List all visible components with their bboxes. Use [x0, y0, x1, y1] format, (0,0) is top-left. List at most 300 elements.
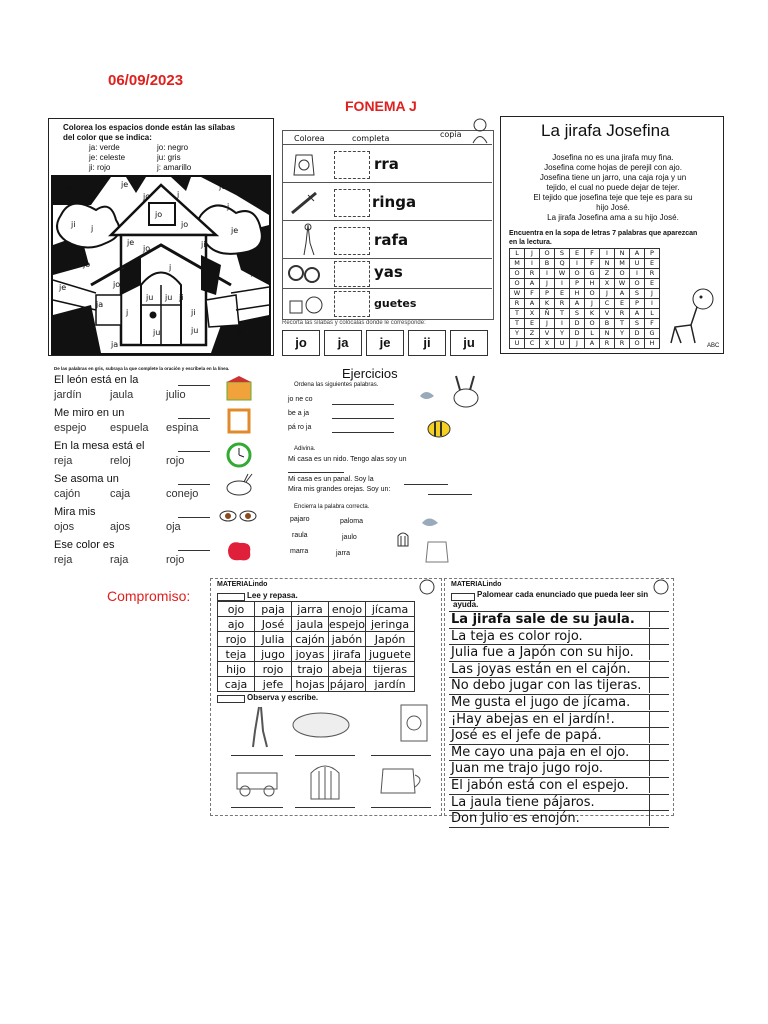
- cage-icon: [307, 759, 343, 801]
- header-colorea: Colorea: [294, 134, 325, 143]
- letter-cell[interactable]: R: [600, 339, 615, 349]
- letter-cell[interactable]: X: [525, 309, 540, 319]
- sentence: La jaula tiene pájaros.: [451, 794, 595, 810]
- letter-cell[interactable]: I: [555, 319, 570, 329]
- syllable: ju: [191, 326, 199, 335]
- pencil-icon: [217, 695, 245, 703]
- answer-line[interactable]: [178, 451, 210, 452]
- lee-word-grid: [217, 601, 415, 692]
- word-cell: jirafa: [329, 647, 366, 662]
- letter-cell[interactable]: V: [540, 329, 555, 339]
- word-option[interactable]: raja: [110, 554, 129, 566]
- letter-cell[interactable]: D: [570, 329, 585, 339]
- ordena-item: jo ne co: [288, 396, 313, 403]
- letter-cell[interactable]: Q: [555, 259, 570, 269]
- answer-line[interactable]: [371, 755, 431, 756]
- word-cell: hijo: [218, 662, 255, 677]
- syllable: jo: [83, 260, 91, 269]
- sentence-row: [449, 778, 669, 795]
- color-key: ji: rojo: [89, 163, 111, 172]
- letter-cell[interactable]: S: [630, 289, 645, 299]
- syllable: je: [251, 268, 259, 277]
- letter-cell[interactable]: W: [555, 269, 570, 279]
- syllable: jo: [155, 210, 163, 219]
- letter-cell[interactable]: G: [585, 269, 600, 279]
- ending: guetes: [374, 297, 417, 310]
- word-cell: teja: [218, 647, 255, 662]
- word-option[interactable]: rojo: [166, 554, 185, 566]
- sentence: Me gusta el jugo de jícama.: [451, 694, 631, 710]
- letter-cell[interactable]: J: [645, 289, 660, 299]
- toy-car-icon: [231, 763, 283, 799]
- letter-cell[interactable]: M: [510, 259, 525, 269]
- cage-icon: [224, 376, 254, 402]
- check-box[interactable]: [649, 761, 668, 776]
- letter-cell[interactable]: P: [645, 249, 660, 259]
- syllable: ji: [71, 220, 76, 229]
- letter-cell[interactable]: C: [600, 299, 615, 309]
- row-joyas: [282, 258, 492, 289]
- sentence-row: [449, 811, 669, 828]
- sentence: Me miro en un: [54, 407, 125, 419]
- syllable: je: [219, 182, 227, 191]
- student-icon: [470, 118, 490, 144]
- syllable: j: [91, 224, 94, 233]
- answer-line[interactable]: [178, 484, 210, 485]
- letter-cell[interactable]: D: [630, 329, 645, 339]
- word-cell: jefe: [255, 677, 292, 692]
- letter-cell[interactable]: U: [555, 339, 570, 349]
- letter-cell[interactable]: R: [510, 299, 525, 309]
- letter-cell[interactable]: Z: [525, 329, 540, 339]
- letter-cell[interactable]: W: [510, 289, 525, 299]
- color-key-right: [157, 143, 191, 173]
- syllable: ja: [236, 328, 244, 337]
- blank-box[interactable]: [334, 227, 370, 255]
- sentence-row: [449, 645, 669, 662]
- word-cell: enojo: [329, 602, 366, 617]
- answer-line[interactable]: [178, 517, 210, 518]
- compromiso-label: Compromiso:: [107, 588, 191, 604]
- sentence: Las joyas están en el cajón.: [451, 661, 631, 677]
- rabbit-icon: [222, 472, 256, 498]
- letter-cell[interactable]: H: [585, 279, 600, 289]
- syllable: je: [127, 238, 135, 247]
- color-key: je: celeste: [89, 153, 126, 162]
- ejercicios-worksheet: [270, 364, 494, 572]
- letter-cell[interactable]: R: [525, 269, 540, 279]
- word-cell: trajo: [292, 662, 329, 677]
- check-box[interactable]: [649, 795, 668, 810]
- letter-cell[interactable]: S: [555, 249, 570, 259]
- syllable: jo: [113, 280, 121, 289]
- ending: rafa: [374, 231, 409, 249]
- letter-cell[interactable]: X: [600, 279, 615, 289]
- blank-box[interactable]: [334, 291, 370, 317]
- letter-cell[interactable]: F: [645, 319, 660, 329]
- letter-cell[interactable]: O: [615, 269, 630, 279]
- letter-cell[interactable]: M: [615, 259, 630, 269]
- letter-cell[interactable]: A: [525, 299, 540, 309]
- jug-icon: [290, 149, 320, 179]
- syllable: ji: [179, 293, 184, 302]
- letter-cell[interactable]: E: [555, 289, 570, 299]
- letter-cell[interactable]: I: [540, 269, 555, 279]
- letter-cell[interactable]: O: [540, 249, 555, 259]
- sentence: En la mesa está el: [54, 440, 145, 452]
- syllable: ju: [165, 293, 173, 302]
- letter-cell[interactable]: I: [600, 249, 615, 259]
- jug-icon: [373, 763, 429, 797]
- completa-worksheet: [280, 118, 494, 356]
- letter-cell[interactable]: Ñ: [540, 309, 555, 319]
- toys-icon: [286, 291, 326, 317]
- palomear-worksheet: [444, 578, 674, 827]
- word-cell: joyas: [292, 647, 329, 662]
- check-box[interactable]: [649, 678, 668, 693]
- letter-cell[interactable]: E: [645, 259, 660, 269]
- letter-cell[interactable]: E: [615, 299, 630, 309]
- check-box[interactable]: [649, 811, 668, 826]
- cage-icon: [396, 530, 410, 548]
- word-option[interactable]: reja: [54, 554, 73, 566]
- word-cell: ajo: [218, 617, 255, 632]
- letter-cell[interactable]: N: [615, 249, 630, 259]
- letter-cell[interactable]: I: [630, 269, 645, 279]
- jirafa-story: [505, 153, 721, 223]
- letter-cell[interactable]: F: [585, 249, 600, 259]
- letter-cell[interactable]: K: [585, 309, 600, 319]
- blank-box[interactable]: [334, 151, 370, 179]
- letter-cell[interactable]: J: [570, 339, 585, 349]
- word-option[interactable]: espuela: [110, 422, 149, 434]
- sentence-row: [449, 678, 669, 695]
- blank-box[interactable]: [334, 261, 370, 287]
- word-cell: caja: [218, 677, 255, 692]
- syllable: ja: [111, 340, 119, 349]
- riddle: Mira mis grandes orejas. Soy un:: [288, 486, 391, 493]
- word-cell: jardín: [366, 677, 415, 692]
- letter-cell[interactable]: R: [615, 309, 630, 319]
- letter-cell[interactable]: U: [630, 259, 645, 269]
- letter-cell[interactable]: O: [630, 279, 645, 289]
- answer-line[interactable]: [332, 432, 394, 433]
- letter-cell[interactable]: K: [540, 299, 555, 309]
- letter-cell[interactable]: F: [525, 289, 540, 299]
- letter-cell[interactable]: Y: [615, 329, 630, 339]
- check-box[interactable]: [649, 712, 668, 727]
- letter-cell[interactable]: A: [615, 289, 630, 299]
- encierra-label: Encierra la palabra correcta.: [294, 504, 370, 510]
- sentence: El jabón está con el espejo.: [451, 777, 629, 793]
- answer-line[interactable]: [404, 484, 448, 485]
- answer-line[interactable]: [428, 494, 472, 495]
- answer-line[interactable]: [231, 755, 283, 756]
- letter-cell[interactable]: J: [525, 249, 540, 259]
- answer-line[interactable]: [371, 807, 431, 808]
- instruction-line: del color que se indica:: [63, 133, 152, 142]
- letter-cell[interactable]: T: [555, 309, 570, 319]
- colorea-instruction: [63, 123, 235, 143]
- word-cell: José: [255, 617, 292, 632]
- bird-icon: [418, 388, 436, 402]
- syllable: ju: [153, 328, 161, 337]
- completa-footer: Recorta las sílabas y colócalas donde le corresponde:: [282, 320, 426, 326]
- letter-cell[interactable]: J: [540, 319, 555, 329]
- brand-logo: MATERIALindo: [217, 581, 268, 588]
- color-key: ju: gris: [157, 153, 181, 162]
- word-cell: cajón: [292, 632, 329, 647]
- letter-cell[interactable]: A: [585, 339, 600, 349]
- letter-cell[interactable]: E: [645, 279, 660, 289]
- answer-line[interactable]: [332, 418, 394, 419]
- check-box[interactable]: [649, 778, 668, 793]
- letter-cell[interactable]: F: [585, 259, 600, 269]
- word-cell: paja: [255, 602, 292, 617]
- letter-cell[interactable]: T: [510, 319, 525, 329]
- letter-cell[interactable]: A: [630, 249, 645, 259]
- letter-cell[interactable]: E: [570, 249, 585, 259]
- ordena-item: be a ja: [288, 410, 310, 417]
- letter-cell[interactable]: B: [600, 319, 615, 329]
- letter-cell[interactable]: S: [630, 319, 645, 329]
- word-option[interactable]: jaulo: [342, 534, 357, 541]
- letter-cell[interactable]: T: [615, 319, 630, 329]
- letter-cell[interactable]: X: [540, 339, 555, 349]
- lee-title: Lee y repasa.: [247, 591, 298, 600]
- letter-cell[interactable]: W: [615, 279, 630, 289]
- letter-cell[interactable]: O: [570, 269, 585, 279]
- word-cell: jabón: [329, 632, 366, 647]
- ending: rra: [374, 155, 399, 173]
- sentence: El león está en la: [54, 374, 139, 386]
- sentence: Mira mis: [54, 506, 96, 518]
- word-option[interactable]: ojos: [54, 521, 75, 533]
- ordena-item: pá ro ja: [288, 424, 312, 431]
- letter-cell[interactable]: G: [645, 329, 660, 339]
- word-cell: hojas: [292, 677, 329, 692]
- sentence-row: [449, 795, 669, 812]
- word-option[interactable]: espejo: [54, 422, 87, 434]
- letter-cell[interactable]: P: [570, 279, 585, 289]
- word-cell: espejo: [329, 617, 366, 631]
- story-line: El tejido que josefina teje que teje es para su: [533, 193, 693, 202]
- word-cell: pájaro: [329, 677, 365, 691]
- syllable-card[interactable]: ji: [408, 330, 446, 356]
- answer-line[interactable]: [178, 418, 210, 419]
- word-cell: juguete: [366, 647, 415, 662]
- sentence: Juan me trajo jugo rojo.: [451, 761, 603, 777]
- syllable: j: [227, 202, 230, 211]
- answer-line[interactable]: [288, 472, 344, 473]
- letter-cell[interactable]: H: [645, 339, 660, 349]
- check-box[interactable]: [649, 745, 668, 760]
- letter-cell[interactable]: L: [645, 309, 660, 319]
- syllable-card[interactable]: ju: [450, 330, 488, 356]
- sentence: ¡Hay abejas en el jardín!.: [451, 711, 615, 727]
- letter-cell[interactable]: B: [540, 259, 555, 269]
- syllable: jo: [143, 192, 151, 201]
- letter-cell[interactable]: A: [525, 279, 540, 289]
- answer-line[interactable]: [332, 404, 394, 405]
- clock-icon: [224, 440, 254, 468]
- abc-label: ABC: [707, 343, 720, 349]
- letter-cell[interactable]: U: [510, 339, 525, 349]
- letter-cell[interactable]: O: [510, 269, 525, 279]
- face-icon: [651, 579, 671, 595]
- word-option[interactable]: raula: [292, 532, 308, 539]
- color-key-left: [89, 143, 125, 173]
- letter-cell[interactable]: N: [600, 259, 615, 269]
- word-option[interactable]: espina: [166, 422, 199, 434]
- story-line: Josefina tiene un jarro, una caja roja y un: [539, 173, 687, 182]
- word-option[interactable]: reloj: [110, 455, 131, 467]
- letter-cell[interactable]: Y: [555, 329, 570, 339]
- jirafa-worksheet: [500, 116, 724, 354]
- color-key: j: amarillo: [157, 163, 192, 172]
- syllable-card[interactable]: ja: [324, 330, 362, 356]
- story-line: hijo José.: [596, 203, 630, 212]
- word-option[interactable]: conejo: [166, 488, 199, 500]
- row-jirafa: [282, 220, 492, 259]
- check-box[interactable]: [649, 728, 668, 743]
- word-cell: ojo: [218, 602, 255, 617]
- letter-cell[interactable]: P: [540, 289, 555, 299]
- word-option[interactable]: jardín: [54, 389, 82, 401]
- word-option[interactable]: julio: [166, 389, 186, 401]
- instruction-line: Colorea los espacios donde están las sílabas: [63, 123, 236, 132]
- answer-line[interactable]: [295, 755, 355, 756]
- letter-cell[interactable]: I: [645, 299, 660, 309]
- word-option[interactable]: oja: [166, 521, 181, 533]
- ending: ringa: [372, 193, 417, 211]
- word-option[interactable]: caja: [110, 488, 131, 500]
- letter-cell[interactable]: R: [555, 299, 570, 309]
- syllable: je: [65, 183, 73, 192]
- row-jeringa: [282, 182, 492, 221]
- sentence: José es el jefe de papá.: [451, 728, 602, 744]
- word-option[interactable]: marra: [290, 548, 309, 555]
- letter-cell[interactable]: I: [555, 279, 570, 289]
- letter-cell[interactable]: A: [570, 299, 585, 309]
- word-option[interactable]: cajón: [54, 488, 81, 500]
- letter-cell[interactable]: I: [525, 259, 540, 269]
- letter-cell[interactable]: I: [570, 259, 585, 269]
- letter-cell[interactable]: Y: [510, 329, 525, 339]
- syringe-icon: [288, 189, 322, 217]
- letter-cell[interactable]: N: [600, 329, 615, 339]
- story-line: La jirafa Josefina ama a su hijo José.: [547, 213, 679, 222]
- answer-line[interactable]: [178, 385, 210, 386]
- ejercicios-title: Ejercicios: [342, 366, 398, 381]
- word-option[interactable]: pajaro: [290, 516, 310, 523]
- check-box[interactable]: [649, 662, 668, 677]
- word-option[interactable]: paloma: [340, 518, 363, 525]
- giraffe-illustration: [661, 285, 721, 349]
- letter-cell[interactable]: D: [570, 319, 585, 329]
- check-box[interactable]: [649, 612, 668, 627]
- answer-line[interactable]: [295, 807, 355, 808]
- date: 06/09/2023: [108, 72, 184, 89]
- letter-cell[interactable]: O: [630, 339, 645, 349]
- syllable: ji: [201, 240, 206, 249]
- syllable: je: [59, 283, 67, 292]
- syllable: je: [231, 226, 239, 235]
- letter-cell[interactable]: J: [540, 279, 555, 289]
- letter-cell[interactable]: H: [570, 289, 585, 299]
- header-copia: copia: [440, 130, 462, 139]
- syllable: j: [126, 308, 129, 317]
- word-option[interactable]: reja: [54, 455, 73, 467]
- letter-cell[interactable]: O: [585, 289, 600, 299]
- story-line: Josefina come hojas de perejil con ajo.: [544, 163, 682, 172]
- ordena-instruction: Ordena las siguientes palabras.: [294, 382, 379, 388]
- letter-cell[interactable]: V: [600, 309, 615, 319]
- letter-cell[interactable]: R: [645, 269, 660, 279]
- word-option[interactable]: ajos: [110, 521, 131, 533]
- letter-cell[interactable]: E: [525, 319, 540, 329]
- syllable: j: [169, 263, 172, 272]
- word-cell: jugo: [255, 647, 292, 662]
- word-cell: Julia: [255, 632, 292, 647]
- syllable: jo: [143, 244, 151, 253]
- syllable: je: [121, 180, 129, 189]
- letter-cell[interactable]: A: [630, 309, 645, 319]
- answer-line[interactable]: [178, 550, 210, 551]
- sentence-row: [449, 761, 669, 778]
- palomear-title: Palomear cada enunciado que pueda leer sin ayuda.: [453, 590, 649, 609]
- word-option[interactable]: rojo: [166, 455, 185, 467]
- jug-icon: [420, 536, 456, 566]
- letter-cell[interactable]: P: [630, 299, 645, 309]
- letter-cell[interactable]: O: [585, 319, 600, 329]
- ending: yas: [374, 263, 403, 281]
- letter-cell[interactable]: J: [585, 299, 600, 309]
- syllable: j: [177, 190, 180, 199]
- letter-cell[interactable]: J: [600, 289, 615, 299]
- word-cell: Japón: [366, 632, 415, 647]
- letter-cell[interactable]: L: [510, 249, 525, 259]
- word-option[interactable]: jarra: [336, 550, 351, 557]
- letter-cell[interactable]: C: [525, 339, 540, 349]
- answer-line[interactable]: [231, 807, 283, 808]
- blank-box[interactable]: [334, 189, 370, 217]
- letter-cell[interactable]: O: [510, 279, 525, 289]
- sentence: La jirafa sale de su jaula.: [451, 612, 635, 627]
- check-box[interactable]: [649, 645, 668, 660]
- check-box[interactable]: [649, 629, 668, 644]
- check-box[interactable]: [649, 695, 668, 710]
- color-key: ja: verde: [89, 143, 120, 152]
- pencil-icon: [217, 593, 245, 601]
- word-cell: jarra: [292, 602, 329, 617]
- syllable-card[interactable]: je: [366, 330, 404, 356]
- lee-worksheet: [210, 578, 442, 816]
- letter-cell[interactable]: L: [585, 329, 600, 339]
- letter-cell[interactable]: T: [510, 309, 525, 319]
- face-icon: [417, 579, 437, 595]
- soap-icon: [289, 709, 353, 739]
- header-completa: completa: [352, 134, 390, 143]
- sentence: Don Julio es enojón.: [451, 811, 580, 827]
- word-option[interactable]: jaula: [110, 389, 134, 401]
- syllable-card[interactable]: jo: [282, 330, 320, 356]
- letter-cell[interactable]: R: [615, 339, 630, 349]
- sentence-row: [449, 712, 669, 729]
- letter-cell[interactable]: S: [570, 309, 585, 319]
- leon-instruction: De las palabras en gris, subraya la que complete la oración y escríbela en la línea.: [54, 366, 230, 371]
- letter-cell[interactable]: Z: [600, 269, 615, 279]
